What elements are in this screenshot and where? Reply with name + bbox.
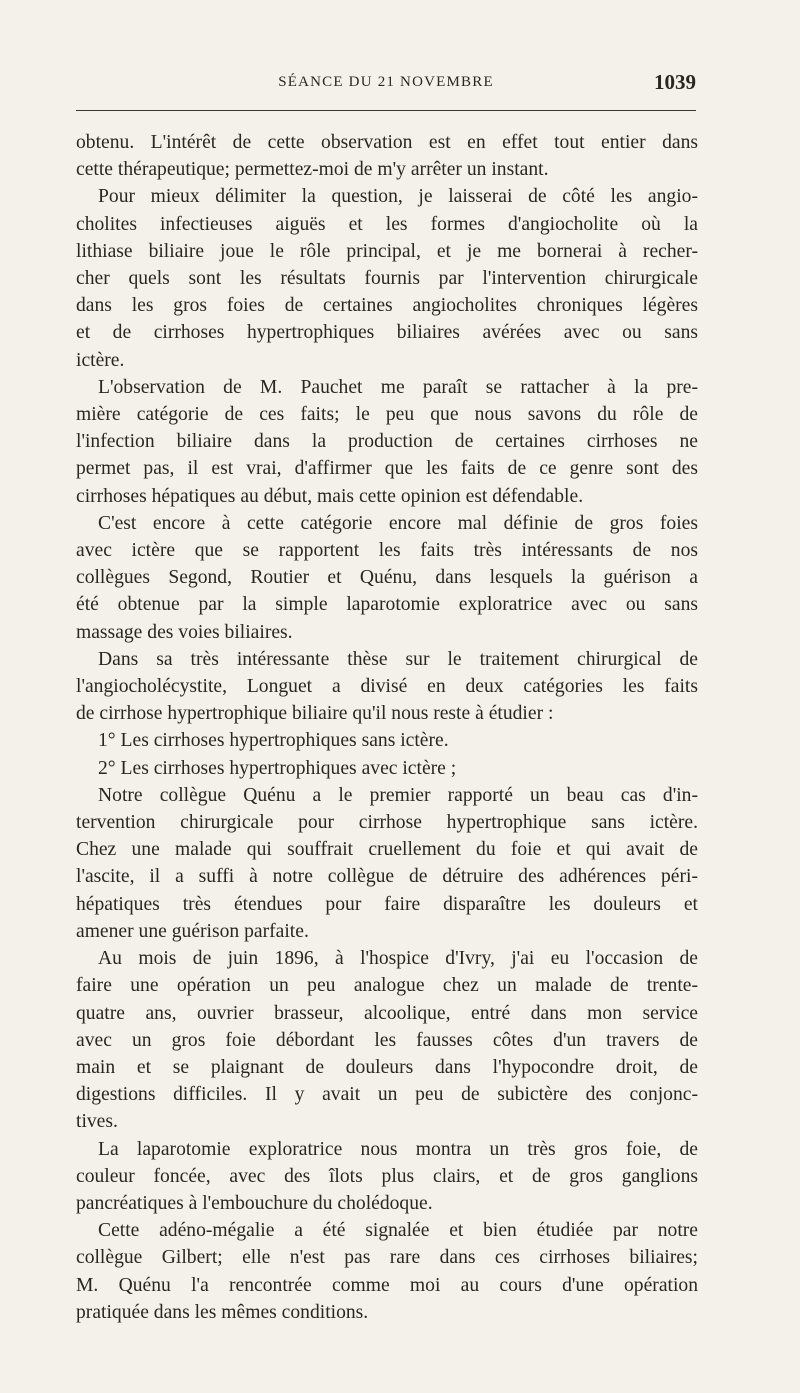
paragraph xyxy=(76,945,698,1135)
text-line: tives. xyxy=(76,1111,118,1133)
text-line: amener une guérison parfaite. xyxy=(76,920,309,942)
text-line: cirrhoses hépatiques au début, mais cette opinion est défendable. xyxy=(76,485,584,507)
text-line: lithiase biliaire joue le rôle principal, et je me bornerai à recher- xyxy=(76,240,698,262)
text-line: La laparotomie exploratrice nous montra un très gros foie, de xyxy=(98,1138,698,1160)
text-line: pratiquée dans les mêmes conditions. xyxy=(76,1301,369,1323)
text-line: Dans sa très intéressante thèse sur le traitement chirurgical de xyxy=(98,648,698,670)
text-line: l'angiocholécystite, Longuet a divisé en deux catégories les faits xyxy=(76,676,698,698)
text-line: massage des voies biliaires. xyxy=(76,621,293,643)
paragraph xyxy=(76,727,698,754)
text-line: mière catégorie de ces faits; le peu que nous savons du rôle de xyxy=(76,404,698,426)
paragraph xyxy=(76,646,698,728)
text-line: couleur foncée, avec des îlots plus clairs, et de gros ganglions xyxy=(76,1165,698,1187)
text-line: hépatiques très étendues pour faire disparaître les douleurs et xyxy=(76,893,698,915)
text-line: obtenu. L'intérêt de cette observation est en effet tout entier dans xyxy=(76,132,698,153)
text-line: cher quels sont les résultats fournis par l'intervention chirurgicale xyxy=(76,268,698,290)
text-line: dans les gros foies de certaines angiocholites chroniques légères xyxy=(76,295,698,317)
text-line: quatre ans, ouvrier brasseur, alcoolique, entré dans mon service xyxy=(76,1002,698,1024)
text-line: faire une opération un peu analogue chez un malade de trente- xyxy=(76,975,698,997)
text-line: main et se plaignant de douleurs dans l'hypocondre droit, de xyxy=(76,1056,698,1078)
text-line: l'ascite, il a suffi à notre collègue de détruire des adhérences péri- xyxy=(76,866,698,888)
text-line: digestions difficiles. Il y avait un peu de subictère des conjonc- xyxy=(76,1084,698,1106)
text-line: 1° Les cirrhoses hypertrophiques sans ictère. xyxy=(98,730,449,752)
text-line: collègues Segond, Routier et Quénu, dans lesquels la guérison a xyxy=(76,567,698,589)
text-line: C'est encore à cette catégorie encore mal définie de gros foies xyxy=(98,512,698,534)
text-line: 2° Les cirrhoses hypertrophiques avec ictère ; xyxy=(98,757,457,779)
body-text xyxy=(76,129,698,1326)
paragraph xyxy=(76,1217,698,1326)
text-line: avec ictère que se rapportent les faits très intéressants de nos xyxy=(76,540,698,562)
text-line: collègue Gilbert; elle n'est pas rare dans ces cirrhoses biliaires; xyxy=(76,1247,698,1269)
paragraph xyxy=(76,374,698,510)
text-line: cholites infectieuses aiguës et les formes d'angiocholite où la xyxy=(76,213,698,235)
text-line: été obtenue par la simple laparotomie exploratrice avec ou sans xyxy=(76,594,698,616)
text-line: L'observation de M. Pauchet me paraît se rattacher à la pre- xyxy=(98,376,698,398)
paragraph xyxy=(76,129,698,183)
paragraph xyxy=(76,755,698,782)
text-line: permet pas, il est vrai, d'affirmer que les faits de ce genre sont des xyxy=(76,458,698,480)
text-line: et de cirrhoses hypertrophiques biliaires avérées avec ou sans xyxy=(76,322,698,344)
paragraph xyxy=(76,1136,698,1218)
text-line: avec un gros foie débordant les fausses côtes d'un travers de xyxy=(76,1029,698,1051)
paragraph xyxy=(76,510,698,646)
text-line: ictère. xyxy=(76,349,125,371)
page-number: 1039 xyxy=(654,70,696,94)
text-line: Cette adéno-mégalie a été signalée et bien étudiée par notre xyxy=(98,1220,698,1242)
paragraph xyxy=(76,183,698,373)
text-line: Au mois de juin 1896, à l'hospice d'Ivry, j'ai eu l'occasion de xyxy=(98,948,698,970)
text-line: tervention chirurgicale pour cirrhose hypertrophique sans ictère. xyxy=(76,812,698,834)
text-line: cette thérapeutique; permettez-moi de m'y arrêter un instant. xyxy=(76,159,549,181)
header-rule xyxy=(76,110,696,111)
running-title: SÉANCE DU 21 NOVEMBRE xyxy=(278,74,494,90)
text-line: l'infection biliaire dans la production de certaines cirrhoses ne xyxy=(76,431,698,453)
text-line: Pour mieux délimiter la question, je laisserai de côté les angio- xyxy=(98,186,698,208)
text-line: Chez une malade qui souffrait cruellement du foie et qui avait de xyxy=(76,839,698,861)
paragraph xyxy=(76,782,698,945)
page-header xyxy=(76,70,696,100)
text-line: M. Quénu l'a rencontrée comme moi au cours d'une opération xyxy=(76,1274,698,1296)
text-line: pancréatiques à l'embouchure du cholédoque. xyxy=(76,1192,433,1214)
text-line: Notre collègue Quénu a le premier rapporté un beau cas d'in- xyxy=(98,784,698,806)
text-line: de cirrhose hypertrophique biliaire qu'il nous reste à étudier : xyxy=(76,703,554,725)
